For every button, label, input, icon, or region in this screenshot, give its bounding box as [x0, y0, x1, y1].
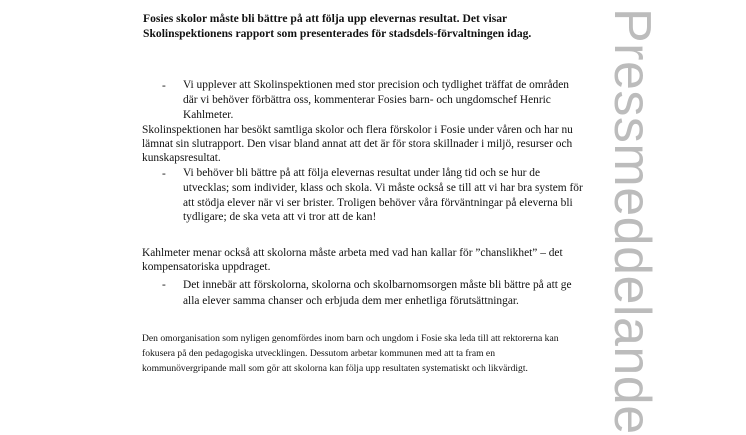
quote-bullet-2: Vi behöver bli bättre på att följa elevernas resultat under lång tid och se hur de utvecklas; som individer, klass och skola. Vi måste också se till att vi har bra system för att stödja elever när vi ser brister. Troligen behöver våra förväntningar på eleverna bli tydligare; de ska veta att vi tror att de kan!	[183, 167, 583, 224]
bullet-dash: -	[162, 80, 166, 92]
bullet-dash: -	[162, 168, 166, 180]
bullet-dash: -	[162, 279, 166, 291]
lead-paragraph: Fosies skolor måste bli bättre på att följa upp elevernas resultat. Det visar Skolinspektionens rapport som presenterades för stadsdels-förvaltningen idag.	[143, 12, 532, 40]
quote-bullet-3: Det innebär att förskolorna, skolorna och skolbarnomsorgen måste bli bättre på att ge alla elever samma chanser och erbjuda dem mer enhetliga förutsättningar.	[183, 279, 572, 308]
body-paragraph-1: Skolinspektionen har besökt samtliga skolor och flera förskolor i Fosie under våren och har nu lämnat sin slutrapport. Den visar bland annat att det är för stora skillnader i miljö, resurser och kunskapsresultat.	[142, 124, 573, 165]
body-paragraph-3: Den omorganisation som nyligen genomfördes inom barn och ungdom i Fosie ska leda till att rektorerna kan fokusera på den pedagogiska utvecklingen. Dessutom arbetar kommunen med att ta fram en kommunövergripande mall som gör att skolorna kan följa upp resultaten systematiskt och likvärdigt.	[142, 333, 559, 374]
body-paragraph-2: Kahlmeter menar också att skolorna måste arbeta med vad han kallar för ”chanslikhet” – det kompensatoriska uppdraget.	[142, 247, 563, 274]
press-release-vertical-label: Pressmeddelande	[603, 8, 661, 435]
quote-bullet-1: Vi upplever att Skolinspektionen med stor precision och tydlighet träffat de områden där vi behöver förbättra oss, kommenterar Fosies barn- och ungdomschef Henric Kahlmeter.	[183, 79, 569, 121]
